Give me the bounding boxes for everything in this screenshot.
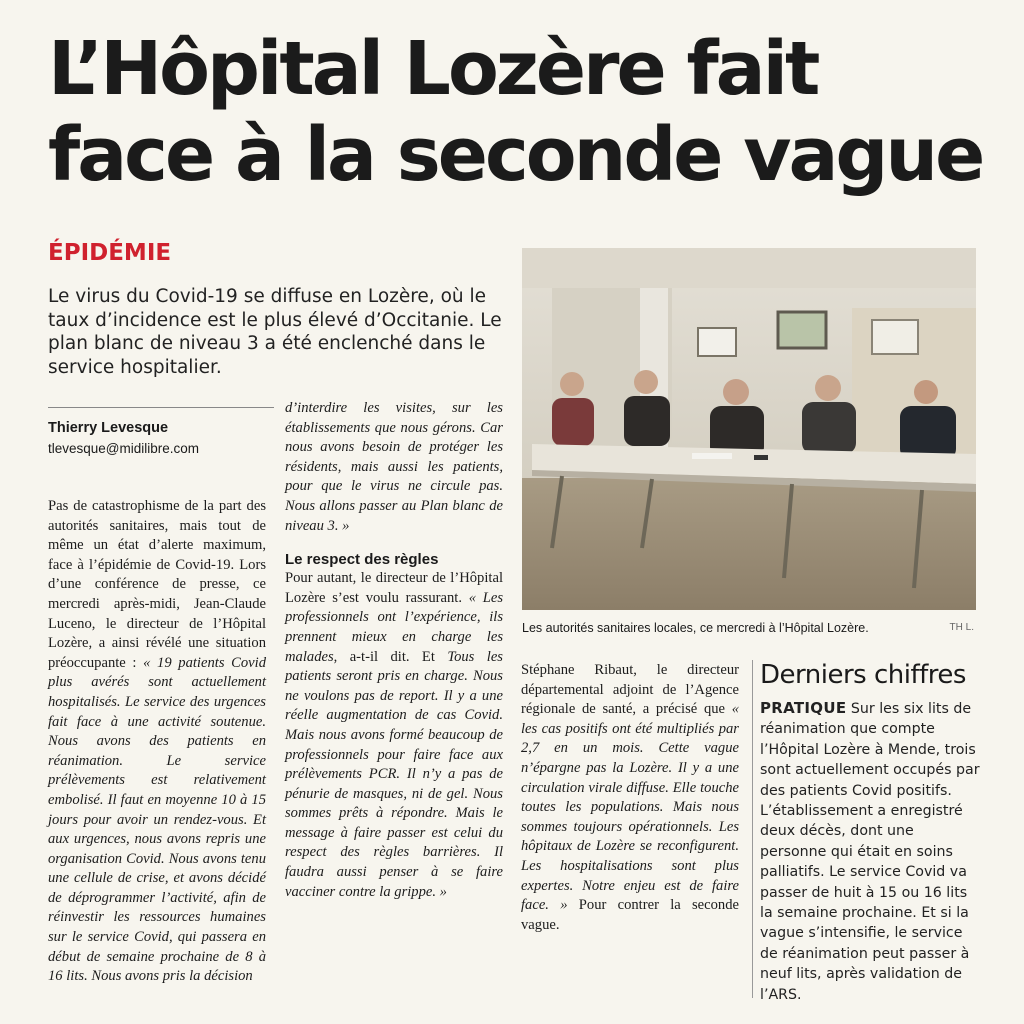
box-text: Sur les six lits de réanimation que compte l’Hôpital Lozère à Mende, trois sont actuellement occupés par des patients Covid positifs. L’établissement a enregistré deux décès, dont une personne qui était en soins palliatifs. Le service Covid va passer de huit à 15 ou 16 lits la semaine prochaine. Et si la vague s’intensifie, le service de réanimation peut passer à neuf lits, après validation de l’ARS. <box>760 701 980 1003</box>
section-kicker: ÉPIDÉMIE <box>48 240 172 266</box>
box-title: Derniers chiffres <box>760 660 966 690</box>
article-column-3 <box>521 661 739 935</box>
paragraph-2-b: « Les professionnels ont l’expérience, ils prennent mieux en charge les malades <box>285 589 504 665</box>
photo-caption <box>522 621 974 635</box>
box-label: PRATIQUE <box>760 699 847 717</box>
article-lead: Le virus du Covid-19 se diffuse en Lozère, où le taux d’incidence est le plus élevé d’Occitanie. Le plan blanc de niveau 3 a été enclenché dans le service hospitalier. <box>48 286 502 378</box>
paragraph-1-quote: « 19 patients Covid plus avérés sont actuellement hospitalisés. Le service des urgences fait face à une activité soutenue. Nous avons des patients en réanimation. Le service prélèvements est relativement embolisé. Il faut en moyenne 10 à 15 jours pour avoir un rendez-vous. Et aux urgences, nous avons repris une organisation Covid. Nous avons tenu une cellule de crise, et avons décidé de déprogrammer l’activité, afin de réinvestir les ressources humaines sur le service Covid, qui passera en début de semaine prochaine de 8 à 16 lits. Nous avons pris la décision <box>48 654 266 985</box>
article-paragraph-1 <box>48 497 266 987</box>
headline <box>48 26 988 198</box>
paragraph-3-b: « les cas positifs ont été multipliés par 2,7 en un mois. Cette vague n’épargne pas la Lozère. Il y a une circulation virale diffuse. Elle touche toutes les populations. Mais nous sommes toujours opérationnels. Les hôpitaux de Lozère se reconfigurent. Les hospitalisations sont plus expertes. Notre enjeu est de faire face. » <box>521 701 739 914</box>
article-paragraph-2 <box>285 569 503 902</box>
article-column-2 <box>285 399 503 902</box>
paragraph-2-d: Tous les patients seront pris en charge. Nous ne voulons pas de report. Il y a une réelle augmentation de cas Covid. Mais nous avons formé beaucoup de professionnels pour faire face aux prélèvements PCR. Il n’y a pas de pénurie de masques, ni de gel. Nous sommes prêts à répondre. Mais le message à faire passer est celui du respect des règles barrières. Il faudra aussi penser à se faire vacciner contre la grippe. » <box>285 648 503 900</box>
paragraph-1-quote-continued: d’interdire les visites, sur les établissements que nous gérons. Car nous avons besoin de protéger les résidents, mais aussi les patients, pour que le virus ne circule pas. Nous allons passer au Plan blanc de niveau 3. » <box>285 400 503 534</box>
paragraph-1-intro: Pas de catastrophisme de la part des autorités sanitaires, mais tout de même un état d’alerte maximum, face à l’épidémie de Covid-19. Lors d’une conférence de presse, ce mercredi après-midi, Jean-Claude Luceno, le directeur de l’Hôpital Lozère, a ainsi révélé une situation préoccupante : <box>48 498 266 671</box>
press-conference-photo <box>522 248 976 610</box>
article-column-1 <box>48 497 266 987</box>
article-paragraph-1-continued <box>285 399 503 536</box>
headline-line-1: L’Hôpital Lozère fait <box>48 26 818 112</box>
photo-illustration <box>522 248 976 610</box>
headline-line-2: face à la seconde vague <box>48 112 983 198</box>
section-subhead: Le respect des règles <box>285 551 439 569</box>
photo-credit: TH L. <box>949 622 974 633</box>
author-email[interactable]: tlevesque@midilibre.com <box>48 441 200 456</box>
paragraph-2-a: Pour autant, le directeur de l’Hôpital Lozère s’est voulu rassurant. <box>285 570 503 606</box>
photo-caption-text: Les autorités sanitaires locales, ce mercredi à l’Hôpital Lozère. <box>522 621 869 635</box>
box-body <box>760 698 980 1005</box>
article-paragraph-3 <box>521 661 739 935</box>
byline-divider <box>48 407 274 408</box>
box-divider <box>752 660 753 998</box>
paragraph-2-c: , a-t-il dit. Et <box>333 648 448 665</box>
paragraph-3-a: Stéphane Ribaut, le directeur départemental adjoint de l’Agence régionale de santé, a précisé que <box>521 662 739 718</box>
paragraph-3-c: Pour contrer la seconde vague. <box>521 897 739 933</box>
author-name: Thierry Levesque <box>48 420 169 436</box>
